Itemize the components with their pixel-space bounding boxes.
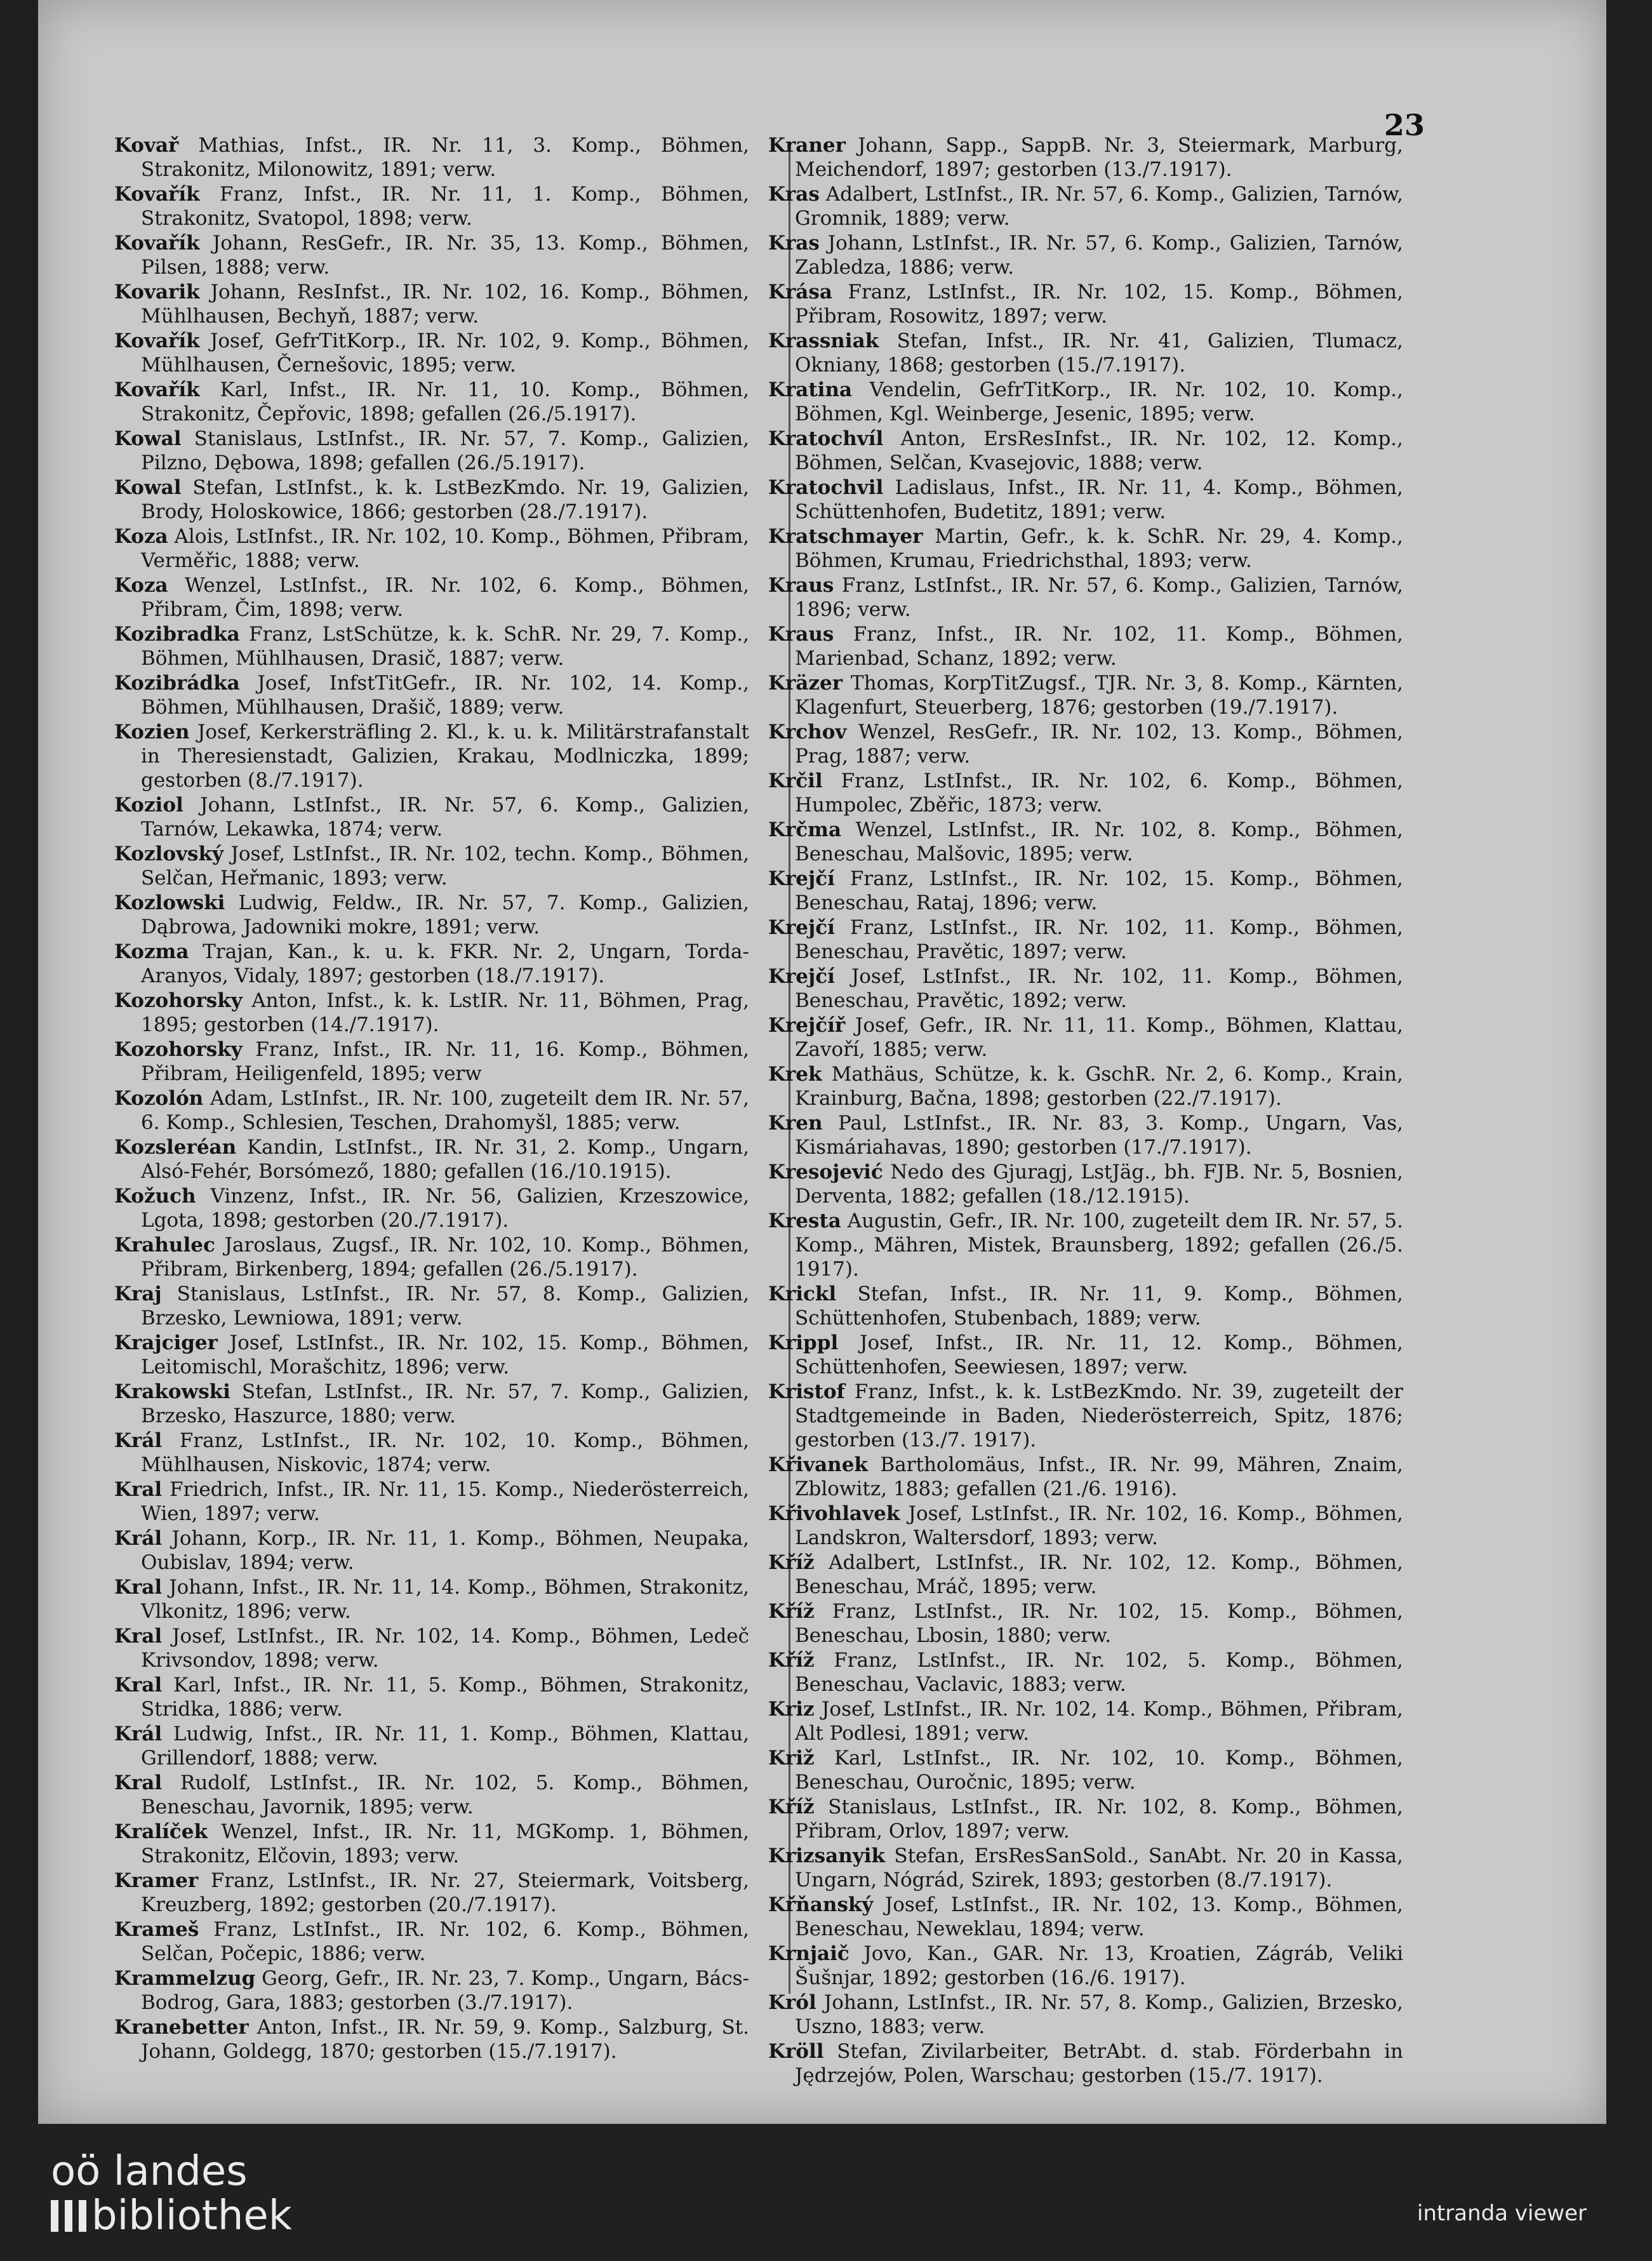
entry-surname: Kriz <box>768 1698 815 1721</box>
entry-details: Josef, LstInfst., IR. Nr. 102, 11. Komp., Böhmen, Beneschau, Pravětic, 1892; verw. <box>795 965 1403 1012</box>
entry-surname: Kozohorsky <box>114 1038 243 1061</box>
entry-details: Stefan, LstInfst., k. k. LstBezKmdo. Nr. 19, Galizien, Brody, Holoskowice, 1866; gestorben (28./7.1917). <box>141 476 749 523</box>
list-item <box>768 133 1403 182</box>
entry-details: Augustin, Gefr., IR. Nr. 100, zugeteilt dem IR. Nr. 57, 5. Komp., Mähren, Mistek, Braunsberg, 1892; gefallen (26./5. 1917). <box>795 1210 1403 1281</box>
entry-surname: Kovařík <box>114 232 200 255</box>
list-item <box>114 573 749 622</box>
list-item <box>114 1575 749 1624</box>
list-item <box>768 1282 1403 1330</box>
entry-details: Josef, LstInfst., IR. Nr. 102, 14. Komp., Böhmen, Přibram, Alt Podlesi, 1891; verw. <box>795 1698 1403 1745</box>
entry-surname: Kowal <box>114 476 182 499</box>
list-item <box>114 1722 749 1770</box>
entry-surname: Krchov <box>768 721 847 744</box>
entry-details: Franz, LstInfst., IR. Nr. 57, 6. Komp., Galizien, Tarnów, 1896; verw. <box>795 574 1403 621</box>
entry-details: Stanislaus, LstInfst., IR. Nr. 57, 8. Komp., Galizien, Brzesko, Lewniowa, 1891; verw. <box>141 1283 749 1330</box>
entry-surname: Kříž <box>768 1649 815 1672</box>
entry-surname: Křivanek <box>768 1453 868 1476</box>
entry-details: Johann, ResInfst., IR. Nr. 102, 16. Komp., Böhmen, Mühlhausen, Bechyň, 1887; verw. <box>141 281 749 328</box>
entry-surname: Kozien <box>114 721 190 744</box>
entry-details: Karl, Infst., IR. Nr. 11, 10. Komp., Böhmen, Strakonitz, Čepřovic, 1898; gefallen (26./5.1917). <box>141 378 749 425</box>
list-item <box>114 1820 749 1868</box>
entry-surname: Kral <box>114 1576 163 1599</box>
entry-surname: Krnjaič <box>768 1942 849 1965</box>
entry-surname: Kozibrádka <box>114 672 240 695</box>
entry-surname: Krejčí <box>768 916 835 939</box>
list-item <box>768 524 1403 573</box>
list-item <box>768 1991 1403 2039</box>
entry-surname: Kozlowski <box>114 891 225 914</box>
list-item <box>114 1331 749 1379</box>
list-item <box>768 720 1403 768</box>
list-item <box>768 964 1403 1013</box>
list-item <box>768 329 1403 377</box>
list-item <box>768 1380 1403 1452</box>
entry-details: Wenzel, ResGefr., IR. Nr. 102, 13. Komp., Böhmen, Prag, 1887; verw. <box>795 721 1403 768</box>
entry-details: Ladislaus, Infst., IR. Nr. 11, 4. Komp., Böhmen, Schüttenhofen, Budetitz, 1891; verw. <box>795 476 1403 523</box>
entry-surname: Kozolón <box>114 1087 204 1110</box>
right-column <box>768 133 1403 2088</box>
list-item <box>768 867 1403 915</box>
list-item <box>768 1111 1403 1159</box>
list-item <box>768 1942 1403 1990</box>
entry-details: Johann, LstInfst., IR. Nr. 57, 6. Komp., Galizien, Tarnów, Lekawka, 1874; verw. <box>141 794 749 841</box>
entry-surname: Król <box>768 1991 816 2014</box>
entry-details: Stefan, Infst., IR. Nr. 11, 9. Komp., Böhmen, Schüttenhofen, Stubenbach, 1889; verw. <box>795 1283 1403 1330</box>
library-logo[interactable] <box>51 2149 292 2238</box>
list-item <box>114 427 749 475</box>
list-item <box>114 1673 749 1721</box>
list-item <box>114 378 749 426</box>
entry-details: Martin, Gefr., k. k. SchR. Nr. 29, 4. Komp., Böhmen, Krumau, Friedrichsthal, 1893; verw. <box>795 525 1403 572</box>
entry-details: Franz, LstInfst., IR. Nr. 102, 6. Komp., Böhmen, Selčan, Počepic, 1886; verw. <box>141 1918 749 1965</box>
entry-surname: Kratochvil <box>768 476 884 499</box>
entry-details: Josef, InfstTitGefr., IR. Nr. 102, 14. Komp., Böhmen, Mühlhausen, Drašič, 1889; verw. <box>141 672 749 719</box>
list-item <box>114 524 749 573</box>
list-item <box>114 940 749 988</box>
entry-details: Wenzel, Infst., IR. Nr. 11, MGKomp. 1, Böhmen, Strakonitz, Elčovin, 1893; verw. <box>141 1820 749 1867</box>
entry-surname: Kras <box>768 232 820 255</box>
viewer-label[interactable]: intranda viewer <box>1417 2201 1587 2226</box>
list-item <box>114 1771 749 1819</box>
entry-details: Adalbert, LstInfst., IR. Nr. 57, 6. Komp., Galizien, Tarnów, Gromnik, 1889; verw. <box>795 183 1403 230</box>
entry-details: Josef, LstInfst., IR. Nr. 102, 14. Komp., Böhmen, Ledeč Krivsondov, 1898; verw. <box>141 1625 749 1672</box>
entry-details: Karl, LstInfst., IR. Nr. 102, 10. Komp., Böhmen, Beneschau, Ouročnic, 1895; verw. <box>795 1747 1403 1794</box>
list-item <box>114 891 749 939</box>
list-item <box>768 1551 1403 1599</box>
entry-surname: Križ <box>768 1747 815 1770</box>
entry-details: Franz, LstInfst., IR. Nr. 102, 15. Komp., Böhmen, Přibram, Rosowitz, 1897; verw. <box>795 281 1403 328</box>
list-item <box>114 280 749 328</box>
entry-surname: Kröll <box>768 2040 824 2063</box>
entry-details: Stanislaus, LstInfst., IR. Nr. 102, 8. Komp., Böhmen, Přibram, Orlov, 1897; verw. <box>795 1796 1403 1843</box>
list-item <box>114 1037 749 1086</box>
list-item <box>768 1599 1403 1648</box>
entry-surname: Kovař <box>114 134 179 157</box>
entry-details: Josef, Infst., IR. Nr. 11, 12. Komp., Böhmen, Schüttenhofen, Seewiesen, 1897; verw. <box>795 1331 1403 1378</box>
list-item <box>768 1893 1403 1941</box>
entry-surname: Kras <box>768 183 820 206</box>
entry-details: Anton, Infst., k. k. LstIR. Nr. 11, Böhmen, Prag, 1895; gestorben (14./7.1917). <box>141 989 749 1036</box>
list-item <box>768 476 1403 524</box>
entry-surname: Kral <box>114 1674 163 1697</box>
entry-details: Mathias, Infst., IR. Nr. 11, 3. Komp., Böhmen, Strakonitz, Milonowitz, 1891; verw. <box>141 134 749 181</box>
list-item <box>114 1184 749 1232</box>
entry-details: Ludwig, Feldw., IR. Nr. 57, 7. Komp., Galizien, Dąbrowa, Jadowniki mokre, 1891; verw. <box>141 891 749 938</box>
entry-surname: Kratschmayer <box>768 525 923 548</box>
entry-details: Anton, ErsResInfst., IR. Nr. 102, 12. Komp., Böhmen, Selčan, Kvasejovic, 1888; verw. <box>795 427 1403 474</box>
list-item <box>114 671 749 719</box>
logo-text-line2: bibliothek <box>91 2192 292 2239</box>
entry-details: Vinzenz, Infst., IR. Nr. 56, Galizien, Krzeszowice, Lgota, 1898; gestorben (20./7.1917). <box>141 1185 749 1232</box>
entry-surname: Krahulec <box>114 1234 215 1257</box>
entry-surname: Kozma <box>114 940 189 963</box>
entry-surname: Křivohlavek <box>768 1502 900 1525</box>
entry-details: Franz, LstSchütze, k. k. SchR. Nr. 29, 7. Komp., Böhmen, Mühlhausen, Drasič, 1887; verw. <box>141 623 749 670</box>
entry-details: Kandin, LstInfst., IR. Nr. 31, 2. Komp., Ungarn, Alsó-Fehér, Borsómező, 1880; gefallen (16./10.1915). <box>141 1136 749 1183</box>
entry-details: Josef, LstInfst., IR. Nr. 102, 15. Komp., Böhmen, Leitomischl, Morašchitz, 1896; verw. <box>141 1331 749 1378</box>
list-item <box>768 1502 1403 1550</box>
entry-details: Johann, Sapp., SappB. Nr. 3, Steiermark, Marburg, Meichendorf, 1897; gestorben (13./7.1917). <box>795 134 1403 181</box>
list-item <box>768 769 1403 817</box>
list-item <box>114 720 749 792</box>
entry-details: Josef, Gefr., IR. Nr. 11, 11. Komp., Böhmen, Klattau, Zavoří, 1885; verw. <box>795 1014 1403 1061</box>
entry-surname: Kraus <box>768 623 834 646</box>
entry-surname: Kralíček <box>114 1820 208 1843</box>
entry-surname: Kren <box>768 1112 823 1135</box>
entry-surname: Kral <box>114 1771 163 1794</box>
entry-surname: Koziol <box>114 794 183 817</box>
entry-details: Georg, Gefr., IR. Nr. 23, 7. Komp., Ungarn, Bács-Bodrog, Gara, 1883; gestorben (3./7.1917). <box>141 1967 749 2014</box>
list-item <box>768 1209 1403 1281</box>
entry-surname: Král <box>114 1429 163 1452</box>
entry-surname: Kříž <box>768 1796 815 1818</box>
entry-details: Wenzel, LstInfst., IR. Nr. 102, 8. Komp., Böhmen, Beneschau, Malšovic, 1895; verw. <box>795 818 1403 865</box>
entry-surname: Koza <box>114 525 168 548</box>
entry-details: Stefan, ErsResSanSold., SanAbt. Nr. 20 in Kassa, Ungarn, Nógrád, Szirek, 1893; gestorben (8./7.1917). <box>795 1844 1403 1891</box>
entry-details: Friedrich, Infst., IR. Nr. 11, 15. Komp., Niederösterreich, Wien, 1897; verw. <box>141 1478 749 1525</box>
entry-details: Stefan, Zivilarbeiter, BetrAbt. d. stab. Förderbahn in Jędrzejów, Polen, Warschau; gestorben (15./7. 1917). <box>795 2040 1403 2087</box>
entry-surname: Krameš <box>114 1918 199 1941</box>
entry-details: Alois, LstInfst., IR. Nr. 102, 10. Komp., Böhmen, Přibram, Verměřic, 1888; verw. <box>141 525 749 572</box>
entry-surname: Krammelzug <box>114 1967 256 1990</box>
entry-details: Jaroslaus, Zugsf., IR. Nr. 102, 10. Komp., Böhmen, Přibram, Birkenberg, 1894; gefallen (26./5.1917). <box>141 1234 749 1281</box>
entry-surname: Král <box>114 1527 163 1550</box>
entry-details: Franz, LstInfst., IR. Nr. 27, Steiermark, Voitsberg, Kreuzberg, 1892; gestorben (20./7.1917). <box>141 1869 749 1916</box>
entry-details: Josef, LstInfst., IR. Nr. 102, 16. Komp., Böhmen, Landskron, Waltersdorf, 1893; verw. <box>795 1502 1403 1549</box>
entry-details: Nedo des Gjuragj, LstJäg., bh. FJB. Nr. 5, Bosnien, Derventa, 1882; gefallen (18./12.1915). <box>795 1161 1403 1208</box>
entry-surname: Kristof <box>768 1380 845 1403</box>
entry-surname: Kozlovský <box>114 843 223 865</box>
list-item <box>768 1648 1403 1697</box>
list-item <box>768 182 1403 230</box>
entry-surname: Kral <box>114 1478 163 1501</box>
list-item <box>114 1966 749 2015</box>
list-item <box>768 1331 1403 1379</box>
entry-surname: Krejčí <box>768 965 835 988</box>
entry-surname: Krippl <box>768 1331 839 1354</box>
entry-details: Paul, LstInfst., IR. Nr. 83, 3. Komp., Ungarn, Vas, Kismáriahavas, 1890; gestorben (17./7.1917). <box>795 1112 1403 1159</box>
list-item <box>768 1160 1403 1208</box>
entry-details: Johann, Korp., IR. Nr. 11, 1. Komp., Böhmen, Neupaka, Oubislav, 1894; verw. <box>141 1527 749 1574</box>
list-item <box>768 1795 1403 1843</box>
entry-surname: Kovařík <box>114 378 200 401</box>
entry-surname: Krajciger <box>114 1331 218 1354</box>
entry-details: Franz, Infst., k. k. LstBezKmdo. Nr. 39, zugeteilt der Stadtgemeinde in Baden, Niederösterreich, Spitz, 1876; gestorben (13./7. 1917). <box>795 1380 1403 1451</box>
entry-surname: Kowal <box>114 427 182 450</box>
entry-details: Adalbert, LstInfst., IR. Nr. 102, 12. Komp., Böhmen, Beneschau, Mráč, 1895; verw. <box>795 1551 1403 1598</box>
list-item <box>114 476 749 524</box>
entry-surname: Krása <box>768 281 832 303</box>
list-item <box>768 2039 1403 2088</box>
list-item <box>768 818 1403 866</box>
list-item <box>114 1429 749 1477</box>
entry-details: Ludwig, Infst., IR. Nr. 11, 1. Komp., Böhmen, Klattau, Grillendorf, 1888; verw. <box>141 1723 749 1770</box>
list-item <box>114 1233 749 1281</box>
entry-surname: Krek <box>768 1063 822 1086</box>
list-item <box>114 1086 749 1135</box>
entry-surname: Kozohorsky <box>114 989 243 1012</box>
entry-surname: Krčil <box>768 770 823 792</box>
list-item <box>114 1380 749 1428</box>
entry-surname: Kovarik <box>114 281 200 303</box>
list-item <box>114 622 749 670</box>
entry-details: Johann, ResGefr., IR. Nr. 35, 13. Komp., Böhmen, Pilsen, 1888; verw. <box>141 232 749 279</box>
entry-surname: Krejčíř <box>768 1014 846 1037</box>
entry-details: Anton, Infst., IR. Nr. 59, 9. Komp., Salzburg, St. Johann, Goldegg, 1870; gestorben (15./7.1917). <box>141 2016 749 2063</box>
entry-surname: Kraner <box>768 134 846 157</box>
entry-surname: Krassniak <box>768 330 879 352</box>
entry-details: Josef, LstInfst., IR. Nr. 102, 13. Komp., Böhmen, Beneschau, Neweklau, 1894; verw. <box>795 1893 1403 1940</box>
list-item <box>114 182 749 230</box>
list-item <box>768 1453 1403 1501</box>
entry-details: Mathäus, Schütze, k. k. GschR. Nr. 2, 6. Komp., Krain, Krainburg, Bačna, 1898; gestorben (22./7.1917). <box>795 1063 1403 1110</box>
logo-bars-icon <box>51 2200 88 2232</box>
entry-details: Vendelin, GefrTitKorp., IR. Nr. 102, 10. Komp., Böhmen, Kgl. Weinberge, Jesenic, 1895; verw. <box>795 378 1403 425</box>
entry-surname: Kral <box>114 1625 163 1648</box>
entry-details: Josef, LstInfst., IR. Nr. 102, techn. Komp., Böhmen, Selčan, Heřmanic, 1893; verw. <box>141 843 749 890</box>
entry-details: Stefan, LstInfst., IR. Nr. 57, 7. Komp., Galizien, Brzesko, Haszurce, 1880; verw. <box>141 1380 749 1427</box>
list-item <box>114 1477 749 1526</box>
entry-surname: Krakowski <box>114 1380 230 1403</box>
entry-details: Bartholomäus, Infst., IR. Nr. 99, Mähren, Znaim, Zblowitz, 1883; gefallen (21./6. 1916). <box>795 1453 1403 1500</box>
entry-surname: Krejčí <box>768 867 835 890</box>
entry-surname: Křňanský <box>768 1893 874 1916</box>
list-item <box>768 573 1403 622</box>
entry-details: Franz, Infst., IR. Nr. 102, 11. Komp., Böhmen, Marienbad, Schanz, 1892; verw. <box>795 623 1403 670</box>
entry-surname: Krickl <box>768 1283 837 1305</box>
left-column <box>114 133 749 2064</box>
entry-details: Franz, LstInfst., IR. Nr. 102, 15. Komp., Böhmen, Beneschau, Rataj, 1896; verw. <box>795 867 1403 914</box>
list-item <box>114 2015 749 2064</box>
entry-details: Johann, LstInfst., IR. Nr. 57, 8. Komp., Galizien, Brzesko, Uszno, 1883; verw. <box>795 1991 1403 2038</box>
list-item <box>114 1624 749 1672</box>
entry-details: Stanislaus, LstInfst., IR. Nr. 57, 7. Komp., Galizien, Pilzno, Dębowa, 1898; gefallen (26./5.1917). <box>141 427 749 474</box>
list-item <box>114 231 749 279</box>
list-item <box>114 133 749 182</box>
entry-surname: Kranebetter <box>114 2016 249 2039</box>
entry-surname: Kresojević <box>768 1161 883 1184</box>
list-item <box>768 1844 1403 1892</box>
list-item <box>768 1746 1403 1794</box>
list-item <box>114 329 749 377</box>
entry-surname: Kraus <box>768 574 834 597</box>
entry-surname: Kozsleréan <box>114 1136 237 1159</box>
list-item <box>768 280 1403 328</box>
list-item <box>114 989 749 1037</box>
list-item <box>768 622 1403 670</box>
logo-text-line1: oö landes <box>51 2148 248 2195</box>
entry-surname: Kožuch <box>114 1185 196 1208</box>
entry-surname: Krizsanyik <box>768 1844 886 1867</box>
entry-surname: Kräzer <box>768 672 843 695</box>
list-item <box>768 1062 1403 1110</box>
entry-surname: Kovařík <box>114 330 200 352</box>
entry-surname: Krčma <box>768 818 842 841</box>
list-item <box>114 1282 749 1330</box>
entry-surname: Kříž <box>768 1600 815 1623</box>
list-item <box>114 842 749 890</box>
list-item <box>114 1918 749 1966</box>
entry-details: Karl, Infst., IR. Nr. 11, 5. Komp., Böhmen, Strakonitz, Stridka, 1886; verw. <box>141 1674 749 1721</box>
entry-details: Franz, LstInfst., IR. Nr. 102, 15. Komp., Böhmen, Beneschau, Lbosin, 1880; verw. <box>795 1600 1403 1647</box>
entry-details: Franz, Infst., IR. Nr. 11, 16. Komp., Böhmen, Přibram, Heiligenfeld, 1895; verw <box>141 1038 749 1085</box>
entry-details: Franz, LstInfst., IR. Nr. 102, 6. Komp., Böhmen, Humpolec, Zběřic, 1873; verw. <box>795 770 1403 817</box>
entry-details: Jovo, Kan., GAR. Nr. 13, Kroatien, Zágráb, Veliki Šušnjar, 1892; gestorben (16./6. 1917). <box>795 1942 1403 1989</box>
entry-details: Franz, Infst., IR. Nr. 11, 1. Komp., Böhmen, Strakonitz, Svatopol, 1898; verw. <box>141 183 749 230</box>
list-item <box>768 916 1403 964</box>
entry-surname: Král <box>114 1723 163 1745</box>
entry-details: Rudolf, LstInfst., IR. Nr. 102, 5. Komp., Böhmen, Beneschau, Javornik, 1895; verw. <box>141 1771 749 1818</box>
entry-surname: Kresta <box>768 1210 841 1232</box>
list-item <box>768 231 1403 279</box>
entry-details: Franz, LstInfst., IR. Nr. 102, 5. Komp., Böhmen, Beneschau, Vaclavic, 1883; verw. <box>795 1649 1403 1696</box>
entry-details: Wenzel, LstInfst., IR. Nr. 102, 6. Komp., Böhmen, Přibram, Čim, 1898; verw. <box>141 574 749 621</box>
entry-details: Josef, Kerkersträfling 2. Kl., k. u. k. Militärstrafanstalt in Theresienstadt, Galizien, Krakau, Modlniczka, 1899; gestorben (8./7.1917). <box>141 721 749 792</box>
entry-details: Stefan, Infst., IR. Nr. 41, Galizien, Tlumacz, Okniany, 1868; gestorben (15./7.1917). <box>795 330 1403 377</box>
entry-details: Johann, Infst., IR. Nr. 11, 14. Komp., Böhmen, Strakonitz, Vlkonitz, 1896; verw. <box>141 1576 749 1623</box>
list-item <box>114 793 749 841</box>
entry-details: Thomas, KorpTitZugsf., TJR. Nr. 3, 8. Komp., Kärnten, Klagenfurt, Steuerberg, 1876; gestorben (19./7.1917). <box>795 672 1403 719</box>
entry-details: Trajan, Kan., k. u. k. FKR. Nr. 2, Ungarn, Torda-Aranyos, Vidaly, 1897; gestorben (18./7.1917). <box>141 940 749 987</box>
entry-surname: Kovařík <box>114 183 200 206</box>
entry-details: Adam, LstInfst., IR. Nr. 100, zugeteilt dem IR. Nr. 57, 6. Komp., Schlesien, Teschen, Drahomyšl, 1885; verw. <box>141 1087 749 1134</box>
list-item <box>114 1135 749 1184</box>
entry-details: Franz, LstInfst., IR. Nr. 102, 10. Komp., Böhmen, Mühlhausen, Niskovic, 1874; verw. <box>141 1429 749 1476</box>
entry-details: Johann, LstInfst., IR. Nr. 57, 6. Komp., Galizien, Tarnów, Zabledza, 1886; verw. <box>795 232 1403 279</box>
entry-surname: Kříž <box>768 1551 815 1574</box>
entry-surname: Koza <box>114 574 168 597</box>
list-item <box>114 1526 749 1575</box>
entry-surname: Kramer <box>114 1869 199 1892</box>
list-item <box>768 1013 1403 1062</box>
page-number: 23 <box>1384 108 1425 142</box>
entry-surname: Kratochvíl <box>768 427 884 450</box>
list-item <box>768 1697 1403 1745</box>
list-item <box>768 671 1403 719</box>
entry-details: Josef, GefrTitKorp., IR. Nr. 102, 9. Komp., Böhmen, Mühlhausen, Černešovic, 1895; verw. <box>141 330 749 377</box>
entry-surname: Kratina <box>768 378 853 401</box>
entry-surname: Kraj <box>114 1283 162 1305</box>
list-item <box>768 427 1403 475</box>
entry-details: Franz, LstInfst., IR. Nr. 102, 11. Komp., Böhmen, Beneschau, Pravětic, 1897; verw. <box>795 916 1403 963</box>
list-item <box>114 1869 749 1917</box>
list-item <box>768 378 1403 426</box>
entry-surname: Kozibradka <box>114 623 240 646</box>
